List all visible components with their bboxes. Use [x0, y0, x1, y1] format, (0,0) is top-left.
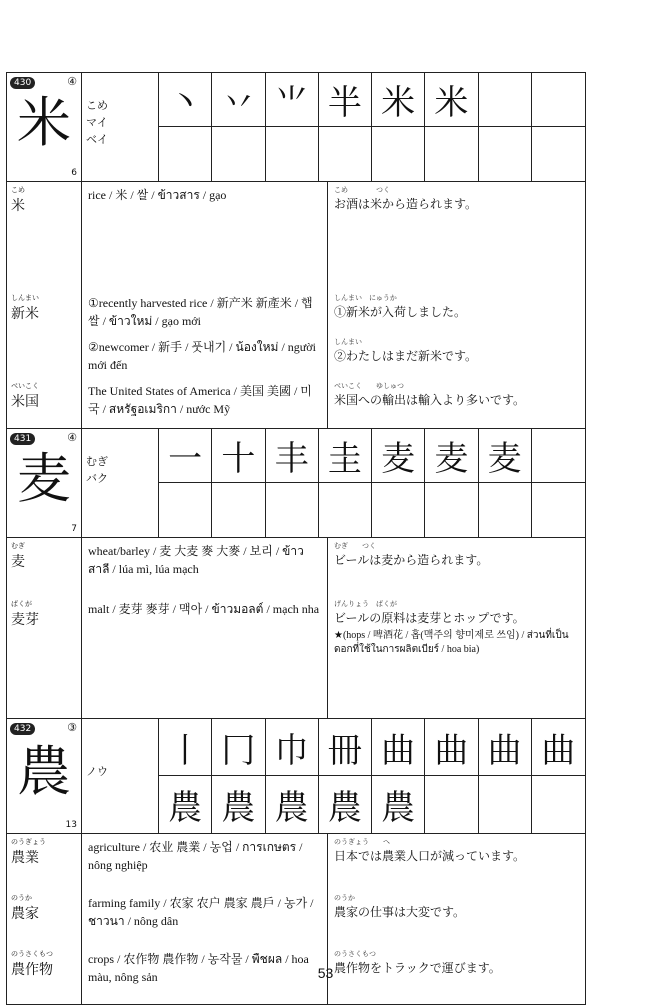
example-sentence: お酒は米から造られます。: [334, 197, 478, 211]
stroke-step: 農: [212, 776, 265, 833]
stroke-step: 丨: [159, 719, 212, 776]
vocab-meaning: crops / 农作物 農作物 / 농작물 / พืชผล / hoa màu, nông sản: [82, 946, 328, 1004]
vocab-row: [7, 538, 585, 596]
stroke-step: [159, 127, 212, 181]
stroke-step: [212, 127, 265, 181]
stroke-step: 曲: [425, 719, 478, 776]
vocab-word: [7, 290, 82, 334]
kanji-header: [7, 429, 585, 538]
vocab-meaning: farming family / 农家 农户 農家 農戶 / 농가 / ชาวนา / nông dân: [82, 890, 328, 946]
vocab-row: [7, 378, 585, 428]
word-furigana: むぎ: [11, 542, 25, 550]
vocab-meaning: malt / 麦芽 麥芽 / 맥아 / ข้าวมอลต์ / mạch nha: [82, 596, 328, 718]
stroke-step: 曲: [479, 719, 532, 776]
kanji-character: 農: [17, 740, 71, 803]
kanji-entry: [6, 718, 586, 1005]
example-furigana: しんまい にゅうか: [334, 294, 397, 302]
example-sentence-cell: [328, 290, 585, 334]
page-number: 53: [317, 965, 334, 981]
stroke-step: ⺌: [266, 73, 319, 127]
vocab-meaning: ②newcomer / 新手 / 풋내기 / น้องใหม่ / người mới đến: [82, 334, 328, 378]
stroke-step: [532, 73, 585, 127]
example-sentence-cell: [328, 834, 585, 890]
reading: [86, 746, 158, 763]
stroke-step: 農: [266, 776, 319, 833]
example-furigana: こめ つく: [334, 186, 390, 194]
vocab-word: [7, 334, 82, 378]
example-sentence-cell: [328, 596, 585, 718]
stroke-step: [479, 73, 532, 127]
example-sentence: 農家の仕事は大変です。: [334, 905, 466, 919]
stroke-step: [425, 776, 478, 833]
stroke-count: 7: [71, 524, 77, 534]
stroke-step: 圭: [319, 429, 372, 483]
word-furigana: のうか: [11, 894, 32, 902]
stroke-step: [372, 483, 425, 537]
stroke-step: 麦: [479, 429, 532, 483]
stroke-step: [479, 483, 532, 537]
stroke-step: 丶: [159, 73, 212, 127]
word-kanji: 麦: [11, 554, 25, 570]
vocab-word: [7, 890, 82, 946]
stroke-step: [319, 127, 372, 181]
entry-number: 430: [10, 77, 35, 89]
stroke-step: 冊: [319, 719, 372, 776]
stroke-step: 麦: [425, 429, 478, 483]
stroke-step: [159, 483, 212, 537]
stroke-step: 丷: [212, 73, 265, 127]
stroke-step: 曲: [372, 719, 425, 776]
word-kanji: 農作物: [11, 962, 53, 978]
vocab-word: [7, 596, 82, 718]
example-sentence-cell: [328, 378, 585, 428]
stroke-step: 半: [319, 73, 372, 127]
readings: [82, 429, 159, 537]
example-sentence: ②わたしはまだ新米です。: [334, 349, 478, 363]
kanji-character: 米: [17, 91, 71, 154]
word-furigana: しんまい: [11, 294, 39, 302]
vocab-meaning: wheat/barley / 麦 大麦 麥 大麥 / 보리 / ข้าวสาลี / lúa mì, lúa mạch: [82, 538, 328, 596]
example-sentence: ビールは麦から造られます。: [334, 553, 489, 567]
stroke-order-grid: [159, 719, 585, 833]
stroke-step: 農: [372, 776, 425, 833]
word-kanji: 米: [11, 198, 25, 214]
kanji-page: [6, 72, 586, 1005]
kanji-entry: [6, 72, 586, 428]
kanji-cell: [7, 429, 82, 537]
word-kanji: 農業: [11, 850, 39, 866]
stroke-step: [212, 483, 265, 537]
stroke-step: 冂: [212, 719, 265, 776]
vocab-row: [7, 290, 585, 334]
word-furigana: こめ: [11, 186, 25, 194]
kanji-entry: [6, 428, 586, 718]
word-kanji: 農家: [11, 906, 39, 922]
example-sentence: 農作物をトラックで運びます。: [334, 961, 501, 975]
example-furigana: のうか: [334, 894, 355, 902]
example-furigana: むぎ つく: [334, 542, 376, 550]
example-sentence-cell: [328, 182, 585, 290]
word-furigana: ばくが: [11, 600, 32, 608]
stroke-step: [372, 127, 425, 181]
kanji-character: 麦: [17, 447, 71, 510]
vocab-row: [7, 596, 585, 718]
stroke-order-grid: [159, 73, 585, 181]
vocab-word: [7, 182, 82, 290]
stroke-step: 農: [159, 776, 212, 833]
stroke-step: [479, 127, 532, 181]
vocab-meaning: rice / 米 / 쌀 / ข้าวสาร / gạo: [82, 182, 328, 290]
stroke-step: 曲: [532, 719, 585, 776]
vocab-meaning: ①recently harvested rice / 新产米 新產米 / 햅쌀 / ข้าวใหม่ / gạo mới: [82, 290, 328, 334]
entry-number: 432: [10, 723, 35, 735]
example-furigana: べいこく ゆしゅつ: [334, 382, 404, 390]
example-sentence: ビールの原料は麦芽とホップです。: [334, 611, 525, 625]
footnote: ★(hops / 啤酒花 / 홉(맥주의 향미제로 쓰임) / ส่วนที่เป็นดอกที่ใช้ในการผลิตเบียร์ / hoa bia): [334, 630, 569, 655]
stroke-step: [532, 776, 585, 833]
stroke-step: [319, 483, 372, 537]
stroke-step: [532, 429, 585, 483]
stroke-step: 米: [372, 73, 425, 127]
example-furigana: しんまい: [334, 338, 362, 346]
example-sentence: ①新米が入荷しました。: [334, 305, 467, 319]
reading: むぎ: [86, 455, 108, 468]
example-sentence: 米国への輸出は輸入より多いです。: [334, 393, 526, 407]
vocab-word: [7, 538, 82, 596]
stroke-step: [532, 127, 585, 181]
stroke-step: 麦: [372, 429, 425, 483]
example-furigana: げんりょう ばくが: [334, 600, 397, 608]
vocab-row: [7, 334, 585, 378]
kanji-header: [7, 73, 585, 182]
vocab-row: [7, 834, 585, 890]
stroke-step: 米: [425, 73, 478, 127]
stroke-count: 13: [65, 820, 77, 830]
grade-level: ④: [67, 75, 77, 88]
stroke-step: [266, 127, 319, 181]
example-sentence-cell: [328, 334, 585, 378]
vocab-word: [7, 378, 82, 428]
example-sentence-cell: [328, 890, 585, 946]
stroke-step: 十: [212, 429, 265, 483]
example-sentence-cell: [328, 538, 585, 596]
kanji-cell: [7, 73, 82, 181]
stroke-count: 6: [71, 168, 77, 178]
reading: ノウ: [86, 765, 108, 778]
reading: マイ: [86, 116, 108, 129]
example-furigana: のうぎょう へ: [334, 838, 390, 846]
stroke-step: [532, 483, 585, 537]
kanji-header: [7, 719, 585, 834]
vocab-row: [7, 182, 585, 290]
stroke-step: 巾: [266, 719, 319, 776]
stroke-step: [266, 483, 319, 537]
vocab-word: [7, 834, 82, 890]
stroke-order-grid: [159, 429, 585, 537]
word-furigana: のうさくもつ: [11, 950, 53, 958]
word-furigana: のうぎょう: [11, 838, 46, 846]
word-kanji: 新米: [11, 306, 39, 322]
kanji-cell: [7, 719, 82, 833]
vocab-row: [7, 890, 585, 946]
vocab-meaning: The United States of America / 美国 美國 / 미국 / สหรัฐอเมริกา / nước Mỹ: [82, 378, 328, 428]
stroke-step: 丰: [266, 429, 319, 483]
reading: ベイ: [86, 133, 108, 146]
example-furigana: のうさくもつ: [334, 950, 376, 958]
grade-level: ④: [67, 431, 77, 444]
stroke-step: [425, 483, 478, 537]
word-kanji: 米国: [11, 394, 39, 410]
grade-level: ③: [67, 721, 77, 734]
reading: こめ: [86, 99, 108, 112]
readings: [82, 73, 159, 181]
readings: [82, 719, 159, 833]
example-sentence: 日本では農業人口が減っています。: [334, 849, 526, 863]
vocab-meaning: agriculture / 农业 農業 / 농업 / การเกษตร / nông nghiệp: [82, 834, 328, 890]
stroke-step: 一: [159, 429, 212, 483]
reading: バク: [86, 472, 108, 485]
word-furigana: べいこく: [11, 382, 39, 390]
entry-number: 431: [10, 433, 35, 445]
stroke-step: [425, 127, 478, 181]
stroke-step: [479, 776, 532, 833]
word-kanji: 麦芽: [11, 612, 39, 628]
stroke-step: 農: [319, 776, 372, 833]
